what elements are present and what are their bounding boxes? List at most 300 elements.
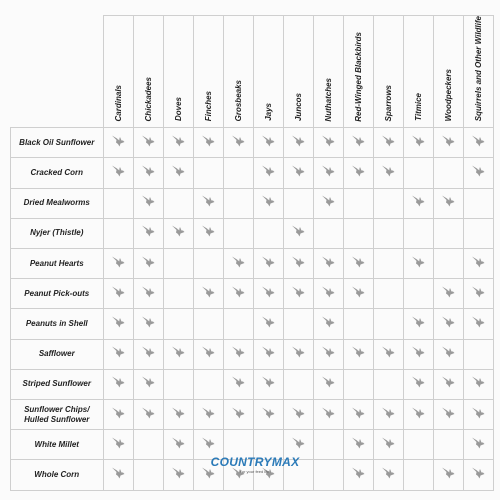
row-label <box>11 218 104 248</box>
table-cell <box>193 309 223 339</box>
column-header-label: Squirrels and Other Wildlife <box>473 16 483 122</box>
table-cell <box>433 399 463 429</box>
bird-icon <box>351 466 366 479</box>
bird-icon <box>171 436 186 449</box>
bird-icon <box>441 285 456 298</box>
table-cell <box>193 188 223 218</box>
bird-icon <box>471 436 486 449</box>
table-cell <box>283 188 313 218</box>
table-cell <box>403 218 433 248</box>
row-label-line: Cracked Corn <box>30 168 83 178</box>
bird-icon <box>141 375 156 388</box>
logo-text: COUNTRYMAX <box>210 455 300 469</box>
column-header <box>253 16 283 128</box>
table-cell <box>313 158 343 188</box>
table-cell <box>103 279 133 309</box>
row-label-line: White Millet <box>34 439 79 449</box>
table-cell <box>403 430 433 460</box>
table-cell <box>193 128 223 158</box>
bird-icon <box>381 406 396 419</box>
bird-icon <box>231 255 246 268</box>
table-cell <box>133 188 163 218</box>
table-cell <box>313 339 343 369</box>
table-cell <box>253 279 283 309</box>
bird-icon <box>471 134 486 147</box>
table-cell <box>463 218 493 248</box>
bird-icon <box>441 315 456 328</box>
table-cell <box>373 158 403 188</box>
bird-icon <box>321 255 336 268</box>
table-row <box>11 309 494 339</box>
bird-icon <box>441 134 456 147</box>
table-cell <box>133 369 163 399</box>
table-cell <box>433 158 463 188</box>
table-cell <box>283 279 313 309</box>
bird-icon <box>141 285 156 298</box>
row-label <box>11 369 104 399</box>
table-cell <box>343 218 373 248</box>
column-header-label: Juncos <box>293 93 303 122</box>
table-cell <box>373 128 403 158</box>
bird-icon <box>321 345 336 358</box>
bird-icon <box>291 164 306 177</box>
bird-icon <box>441 375 456 388</box>
bird-icon <box>201 285 216 298</box>
table-cell <box>343 339 373 369</box>
bird-icon <box>141 134 156 147</box>
bird-icon <box>411 255 426 268</box>
bird-icon <box>171 164 186 177</box>
bird-icon <box>441 345 456 358</box>
table-cell <box>223 128 253 158</box>
column-header <box>403 16 433 128</box>
column-header-label: Jays <box>263 103 273 122</box>
table-cell <box>343 309 373 339</box>
table-cell <box>373 188 403 218</box>
table-cell <box>373 430 403 460</box>
table-cell <box>433 249 463 279</box>
table-cell <box>313 460 343 490</box>
table-cell <box>433 309 463 339</box>
table-cell <box>373 460 403 490</box>
bird-icon <box>321 164 336 177</box>
table-row <box>11 399 494 429</box>
bird-icon <box>351 255 366 268</box>
table-cell <box>163 339 193 369</box>
bird-icon <box>111 255 126 268</box>
table-cell <box>403 249 433 279</box>
bird-icon <box>261 194 276 207</box>
table-cell <box>223 279 253 309</box>
table-cell <box>103 430 133 460</box>
table-cell <box>103 128 133 158</box>
bird-icon <box>111 436 126 449</box>
column-header <box>433 16 463 128</box>
bird-icon <box>201 134 216 147</box>
column-header-label: Grosbeaks <box>233 79 243 122</box>
bird-icon <box>261 375 276 388</box>
bird-icon <box>171 134 186 147</box>
table-cell <box>373 309 403 339</box>
table-cell <box>313 218 343 248</box>
bird-icon <box>111 164 126 177</box>
table-cell <box>433 188 463 218</box>
column-header <box>313 16 343 128</box>
table-cell <box>283 218 313 248</box>
bird-icon <box>441 406 456 419</box>
table-cell <box>403 339 433 369</box>
bird-icon <box>201 194 216 207</box>
bird-icon <box>111 375 126 388</box>
column-header <box>283 16 313 128</box>
table-cell <box>253 128 283 158</box>
table-cell <box>283 369 313 399</box>
table-row <box>11 249 494 279</box>
table-cell <box>163 218 193 248</box>
table-cell <box>163 158 193 188</box>
bird-icon <box>471 255 486 268</box>
countrymax-logo <box>205 455 305 485</box>
table-row <box>11 128 494 158</box>
bird-icon <box>351 436 366 449</box>
row-label-line: Dried Mealworms <box>23 198 90 208</box>
table-cell <box>163 128 193 158</box>
bird-icon <box>111 134 126 147</box>
bird-icon <box>321 194 336 207</box>
bird-icon <box>141 315 156 328</box>
table-cell <box>343 430 373 460</box>
table-cell <box>193 399 223 429</box>
row-label-line: Black Oil Sunflower <box>19 137 95 147</box>
table-cell <box>343 399 373 429</box>
bird-icon <box>381 466 396 479</box>
row-label <box>11 460 104 490</box>
table-cell <box>253 399 283 429</box>
table-cell <box>343 369 373 399</box>
table-cell <box>133 128 163 158</box>
row-label <box>11 339 104 369</box>
table-cell <box>133 339 163 369</box>
bird-icon <box>351 345 366 358</box>
table-cell <box>193 218 223 248</box>
table-cell <box>253 309 283 339</box>
table-cell <box>193 339 223 369</box>
row-label <box>11 128 104 158</box>
column-header-row <box>11 16 494 128</box>
table-row <box>11 158 494 188</box>
bird-icon <box>201 436 216 449</box>
table-cell <box>223 249 253 279</box>
column-header-label: Nuthatches <box>323 77 333 122</box>
bird-icon <box>171 345 186 358</box>
bird-icon <box>411 194 426 207</box>
table-cell <box>403 188 433 218</box>
table-cell <box>313 369 343 399</box>
bird-icon <box>321 406 336 419</box>
bird-icon <box>321 134 336 147</box>
table-cell <box>103 460 133 490</box>
row-label <box>11 279 104 309</box>
table-cell <box>313 399 343 429</box>
bird-icon <box>231 134 246 147</box>
table-cell <box>163 309 193 339</box>
table-cell <box>313 188 343 218</box>
bird-icon <box>471 375 486 388</box>
table-cell <box>373 279 403 309</box>
table-cell <box>373 339 403 369</box>
table-cell <box>463 399 493 429</box>
table-cell <box>163 399 193 429</box>
table-cell <box>283 309 313 339</box>
bird-icon <box>471 285 486 298</box>
table-cell <box>343 188 373 218</box>
bird-icon <box>321 285 336 298</box>
table-row <box>11 188 494 218</box>
table-cell <box>403 158 433 188</box>
table-cell <box>163 460 193 490</box>
column-header <box>193 16 223 128</box>
bird-icon <box>231 375 246 388</box>
table-cell <box>163 188 193 218</box>
column-header-label: Chickadees <box>143 76 153 122</box>
table-cell <box>463 369 493 399</box>
row-label <box>11 188 104 218</box>
bird-icon <box>141 164 156 177</box>
bird-icon <box>351 406 366 419</box>
bird-icon <box>231 345 246 358</box>
bird-icon <box>171 466 186 479</box>
corner-cell <box>11 16 104 128</box>
row-label-line: Safflower <box>38 349 75 359</box>
table-cell <box>223 369 253 399</box>
bird-icon <box>261 134 276 147</box>
table-cell <box>403 279 433 309</box>
table-cell <box>343 158 373 188</box>
table-cell <box>463 309 493 339</box>
table-cell <box>103 309 133 339</box>
bird-icon <box>381 345 396 358</box>
table-cell <box>193 279 223 309</box>
bird-icon <box>291 224 306 237</box>
column-header-label: Titmice <box>413 93 423 122</box>
row-label-line: Nyjer (Thistle) <box>30 228 84 238</box>
bird-icon <box>261 345 276 358</box>
table-cell <box>133 430 163 460</box>
row-label-line: Sunflower Chips/ <box>24 404 90 414</box>
column-header <box>463 16 493 128</box>
table-cell <box>403 128 433 158</box>
bird-icon <box>261 255 276 268</box>
table-cell <box>403 460 433 490</box>
bird-icon <box>261 315 276 328</box>
column-header <box>373 16 403 128</box>
table-cell <box>103 218 133 248</box>
table-cell <box>223 339 253 369</box>
table-cell <box>133 279 163 309</box>
table-cell <box>283 158 313 188</box>
table-cell <box>463 128 493 158</box>
table-cell <box>403 399 433 429</box>
table-row <box>11 279 494 309</box>
table-cell <box>373 249 403 279</box>
row-label-line: Peanut Pick-outs <box>24 288 90 298</box>
bird-icon <box>141 224 156 237</box>
table-cell <box>313 128 343 158</box>
bird-icon <box>111 466 126 479</box>
bird-icon <box>441 194 456 207</box>
table-cell <box>463 430 493 460</box>
table-cell <box>283 128 313 158</box>
bird-icon <box>381 436 396 449</box>
table-cell <box>313 279 343 309</box>
table-cell <box>193 158 223 188</box>
table-cell <box>433 460 463 490</box>
table-cell <box>433 279 463 309</box>
row-label-line: Peanut Hearts <box>29 258 84 268</box>
table-cell <box>433 369 463 399</box>
table-cell <box>343 128 373 158</box>
table-cell <box>373 399 403 429</box>
feed-rows <box>11 128 494 490</box>
table-cell <box>343 460 373 490</box>
bird-icon <box>291 255 306 268</box>
table-cell <box>133 309 163 339</box>
column-header <box>163 16 193 128</box>
bird-icon <box>291 134 306 147</box>
row-label <box>11 309 104 339</box>
row-label-line: Hulled Sunflower <box>24 414 90 424</box>
column-header <box>343 16 373 128</box>
bird-icon <box>261 406 276 419</box>
row-label-line: Striped Sunflower <box>22 379 91 389</box>
table-cell <box>433 218 463 248</box>
table-cell <box>283 399 313 429</box>
table-cell <box>163 249 193 279</box>
table-cell <box>253 339 283 369</box>
table-cell <box>193 369 223 399</box>
table-cell <box>103 369 133 399</box>
bird-icon <box>471 406 486 419</box>
column-header <box>103 16 133 128</box>
bird-icon <box>471 315 486 328</box>
row-label <box>11 399 104 429</box>
table-cell <box>133 460 163 490</box>
table-row <box>11 218 494 248</box>
table-cell <box>193 249 223 279</box>
bird-icon <box>171 224 186 237</box>
bird-icon <box>411 375 426 388</box>
bird-icon <box>201 224 216 237</box>
bird-icon <box>291 436 306 449</box>
column-header-label: Doves <box>173 97 183 122</box>
table-cell <box>103 158 133 188</box>
table-cell <box>103 249 133 279</box>
bird-icon <box>111 345 126 358</box>
bird-icon <box>351 134 366 147</box>
table-cell <box>313 249 343 279</box>
table-cell <box>253 369 283 399</box>
table-row <box>11 339 494 369</box>
column-header-label: Woodpeckers <box>443 68 453 122</box>
table-cell <box>463 460 493 490</box>
table-cell <box>463 279 493 309</box>
table-cell <box>313 309 343 339</box>
bird-icon <box>141 255 156 268</box>
table-cell <box>373 218 403 248</box>
table-cell <box>133 249 163 279</box>
table-cell <box>343 279 373 309</box>
bird-icon <box>111 315 126 328</box>
table-cell <box>253 158 283 188</box>
table-cell <box>463 188 493 218</box>
table-cell <box>223 309 253 339</box>
table-cell <box>463 249 493 279</box>
bird-icon <box>231 406 246 419</box>
table-cell <box>133 158 163 188</box>
table-cell <box>283 249 313 279</box>
table-cell <box>223 218 253 248</box>
bird-icon <box>111 406 126 419</box>
bird-icon <box>171 406 186 419</box>
bird-icon <box>291 345 306 358</box>
bird-icon <box>411 345 426 358</box>
bird-icon <box>321 315 336 328</box>
table-cell <box>313 430 343 460</box>
bird-icon <box>261 164 276 177</box>
table-cell <box>253 249 283 279</box>
bird-icon <box>111 285 126 298</box>
row-label <box>11 158 104 188</box>
bird-icon <box>411 134 426 147</box>
table-cell <box>223 188 253 218</box>
bird-icon <box>201 406 216 419</box>
bird-icon <box>141 345 156 358</box>
row-label <box>11 430 104 460</box>
column-header-label: Cardinals <box>113 84 123 122</box>
table-cell <box>103 188 133 218</box>
table-cell <box>373 369 403 399</box>
column-header <box>223 16 253 128</box>
table-cell <box>283 339 313 369</box>
bird-icon <box>441 466 456 479</box>
column-header-label: Red-Winged Blackbirds <box>353 31 363 122</box>
bird-icon <box>141 194 156 207</box>
bird-icon <box>381 164 396 177</box>
bird-icon <box>231 285 246 298</box>
column-header <box>133 16 163 128</box>
table-cell <box>463 158 493 188</box>
table-cell <box>103 339 133 369</box>
table-cell <box>223 158 253 188</box>
table-cell <box>133 399 163 429</box>
bird-icon <box>261 285 276 298</box>
column-header-label: Sparrows <box>383 84 393 122</box>
table-cell <box>403 309 433 339</box>
table-cell <box>163 279 193 309</box>
bird-icon <box>411 315 426 328</box>
table-cell <box>253 188 283 218</box>
bird-icon <box>291 285 306 298</box>
bird-icon <box>201 345 216 358</box>
table-cell <box>163 430 193 460</box>
table-cell <box>253 218 283 248</box>
table-row <box>11 369 494 399</box>
table-cell <box>223 399 253 429</box>
row-label-line: Peanuts in Shell <box>25 319 88 328</box>
row-label <box>11 249 104 279</box>
row-label-line: Whole Corn <box>34 469 80 479</box>
table-cell <box>343 249 373 279</box>
